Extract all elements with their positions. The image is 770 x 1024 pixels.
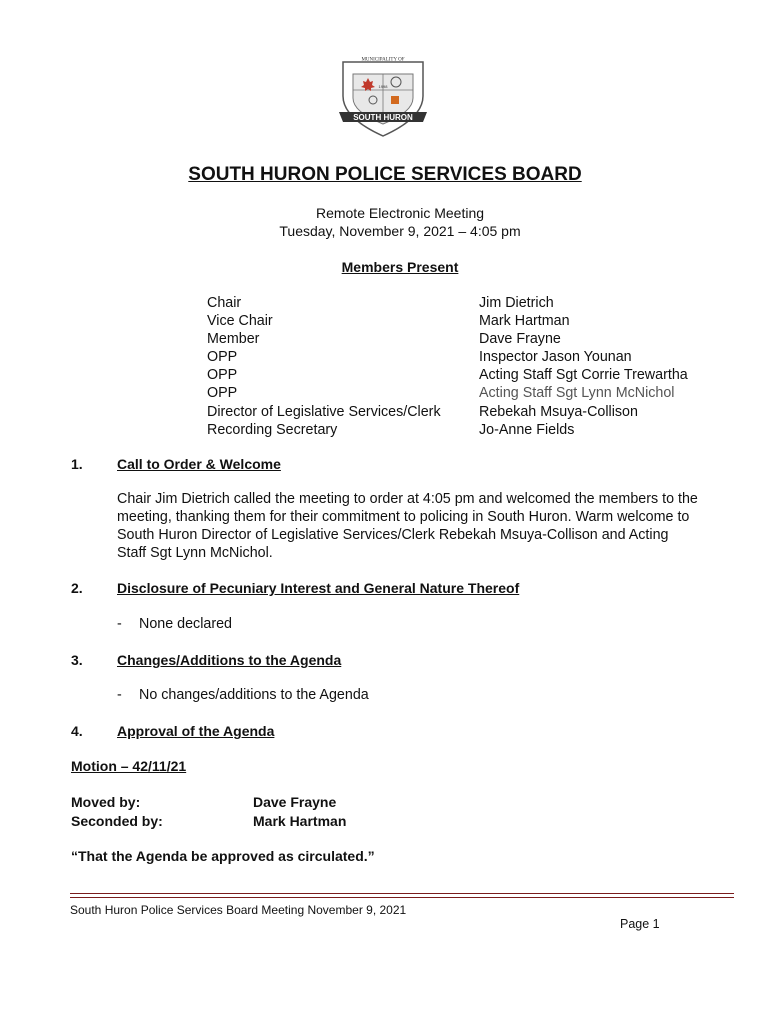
section-title: Call to Order & Welcome <box>117 456 281 472</box>
bullet-dash: - <box>117 687 122 703</box>
moved-by-label: Moved by: <box>71 794 141 810</box>
logo-banner-text: SOUTH HURON <box>353 113 413 122</box>
footer-rule <box>70 897 734 898</box>
paragraph-line: Chair Jim Dietrich called the meeting to order at 4:05 pm and welcomed the members to the <box>117 491 698 507</box>
footer-text: South Huron Police Services Board Meeting November 9, 2021 <box>70 903 407 917</box>
member-name: Jim Dietrich <box>479 295 554 311</box>
paragraph-line: Staff Sgt Lynn McNichol. <box>117 545 273 562</box>
municipal-logo <box>333 56 433 138</box>
bullet-text: None declared <box>139 616 232 632</box>
member-name: Jo-Anne Fields <box>479 421 575 438</box>
section-number: 2. <box>71 580 83 596</box>
motion-label: Motion – 42/11/21 <box>71 758 187 774</box>
section-title: Approval of the Agenda <box>117 723 275 739</box>
members-heading: Members Present <box>341 259 459 275</box>
seconded-by-name: Mark Hartman <box>253 813 347 829</box>
meeting-type: Remote Electronic Meeting <box>315 205 485 221</box>
member-role: Vice Chair <box>207 313 273 330</box>
motion-text: “That the Agenda be approved as circulated.” <box>71 848 375 864</box>
section-title: Disclosure of Pecuniary Interest and General Nature Thereof <box>117 580 520 596</box>
members-roles <box>207 294 441 439</box>
member-name: Dave Frayne <box>479 331 561 348</box>
members-names <box>479 294 688 439</box>
member-role: Member <box>207 331 260 348</box>
member-name: Inspector Jason Younan <box>479 349 632 366</box>
member-role: Chair <box>207 295 242 311</box>
section-number: 4. <box>71 723 83 739</box>
section-number: 1. <box>71 456 83 472</box>
section-number: 3. <box>71 652 83 668</box>
seconded-by-label: Seconded by: <box>71 813 163 829</box>
member-name: Mark Hartman <box>479 313 570 330</box>
member-role: Recording Secretary <box>207 421 338 438</box>
section-paragraph <box>117 490 737 562</box>
section-title: Changes/Additions to the Agenda <box>117 652 342 668</box>
bullet-dash: - <box>117 616 122 632</box>
paragraph-line: meeting, thanking them for their commitment to policing in South Huron. Warm welcome to <box>117 509 690 526</box>
member-role: OPP <box>207 349 238 366</box>
meeting-date: Tuesday, November 9, 2021 – 4:05 pm <box>279 223 521 239</box>
page-number: Page 1 <box>620 917 660 931</box>
bullet-text: No changes/additions to the Agenda <box>139 687 369 703</box>
paragraph-line: South Huron Director of Legislative Services/Clerk Rebekah Msuya-Collison and Acting <box>117 527 669 544</box>
member-role: Director of Legislative Services/Clerk <box>207 403 441 420</box>
member-role: OPP <box>207 367 238 384</box>
footer-rule <box>70 893 734 894</box>
municipal-crest-icon <box>333 56 433 138</box>
bullet-item <box>117 687 369 703</box>
logo-year-text: 1998 <box>378 84 388 89</box>
member-name: Acting Staff Sgt Corrie Trewartha <box>479 367 688 384</box>
member-name: Acting Staff Sgt Lynn McNichol <box>479 385 675 402</box>
moved-by-name: Dave Frayne <box>253 794 337 810</box>
bullet-item <box>117 616 232 632</box>
member-role: OPP <box>207 385 238 402</box>
page-title: SOUTH HURON POLICE SERVICES BOARD <box>188 164 582 185</box>
logo-top-text: MUNICIPALITY OF <box>361 57 405 63</box>
member-name: Rebekah Msuya-Collison <box>479 403 638 420</box>
